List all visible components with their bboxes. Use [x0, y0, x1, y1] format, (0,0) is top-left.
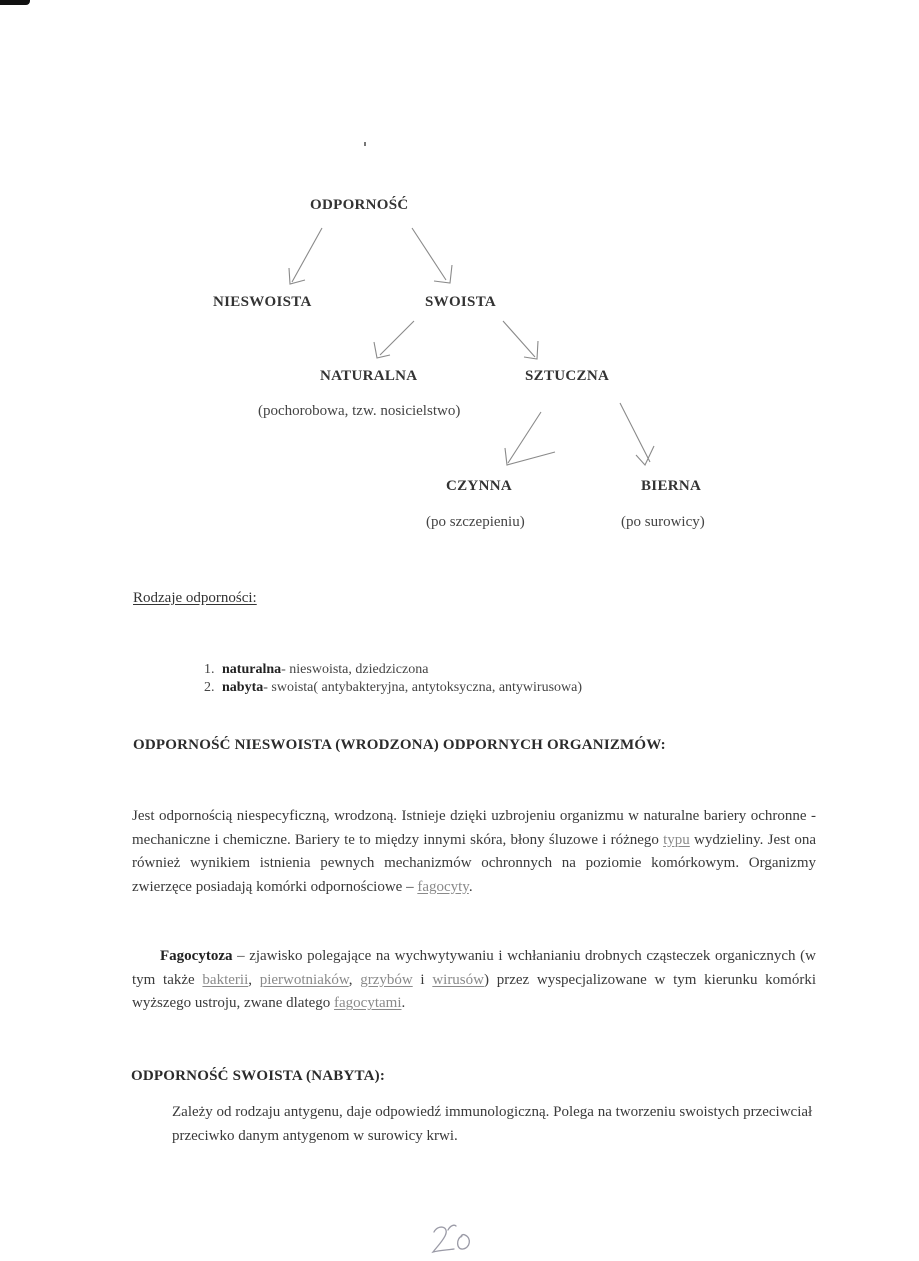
arrow-specific-to-artificial: [503, 321, 538, 359]
list-item-term: nabyta: [222, 680, 264, 695]
link-pierwotniakow[interactable]: pierwotniaków: [259, 971, 349, 988]
node-immunity: ODPORNOŚĆ: [310, 197, 409, 213]
nonspecific-heading: ODPORNOŚĆ NIESWOISTA (WRODZONA) ODPORNYCH ORGANIZMÓW:: [133, 737, 666, 753]
node-nonspecific: NIESWOISTA: [213, 294, 312, 310]
scan-corner-mark: [0, 0, 30, 5]
note-active: (po szczepieniu): [426, 514, 525, 530]
types-heading: Rodzaje odporności:: [133, 590, 257, 606]
node-natural: NATURALNA: [320, 368, 418, 384]
node-artificial: SZTUCZNA: [525, 368, 610, 384]
scan-speck: [364, 142, 366, 146]
list-item-term: naturalna: [222, 662, 282, 677]
phagocytosis-paragraph: Fagocytoza – zjawisko polegające na wychwytywaniu i wchłanianiu drobnych cząsteczek organicznych (w tym także bakterii, pierwotniaków, grzybów i wirusów) przez wyspecjalizowane w tym kierunku komórki wyższego ustroju, zwane dlatego fagocytami.: [132, 948, 817, 1012]
list-item-desc: - swoista( antybakteryjna, antytoksyczna, antywirusowa): [263, 680, 583, 695]
link-grzybow[interactable]: grzybów: [360, 971, 413, 988]
arrow-specific-to-natural: [374, 321, 414, 358]
arrow-root-to-specific: [412, 228, 452, 283]
list-item: 2. nabyta- swoista( antybakteryjna, antytoksyczna, antywirusowa): [204, 680, 583, 695]
note-passive: (po surowicy): [621, 514, 705, 530]
specific-heading: ODPORNOŚĆ SWOISTA (NABYTA):: [131, 1068, 386, 1084]
link-fagocyty[interactable]: fagocyty: [417, 878, 469, 895]
node-passive: BIERNA: [641, 478, 702, 494]
note-natural: (pochorobowa, tzw. nosicielstwo): [258, 403, 461, 419]
list-item: 1. naturalna- nieswoista, dziedziczona: [204, 662, 429, 677]
diagram-arrows: [0, 0, 919, 560]
arrow-artificial-to-passive: [620, 403, 654, 465]
handwritten-page-number: [428, 1218, 478, 1258]
link-typu[interactable]: typu: [663, 831, 690, 848]
node-specific: SWOISTA: [425, 294, 497, 310]
list-item-desc: - nieswoista, dziedziczona: [281, 662, 429, 677]
node-active: CZYNNA: [446, 478, 512, 494]
specific-paragraph: Zależy od rodzaju antygenu, daje odpowiedź immunologiczną. Polega na tworzeniu swoistych przeciwciał przeciwko danym antygenom w surowicy krwi.: [172, 1104, 813, 1144]
types-list: [204, 661, 582, 697]
nonspecific-paragraph: Jest odpornością niespecyficzną, wrodzoną. Istnieje dzięki uzbrojeniu organizmu w naturalne bariery ochronne - mechaniczne i chemiczne. Bariery te to między innymi skóra, błony śluzowe i różnego typu wydzieliny. Jest ona również wynikiem istnienia pewnych mechanizmów ochronnych na poziomie komórkowym. Organizmy zwierzęce posiadają komórki odpornościowe – fagocyty.: [132, 808, 816, 895]
phagocytosis-term: Fagocytoza: [160, 948, 233, 964]
link-fagocytami[interactable]: fagocytami: [334, 995, 402, 1012]
link-bakterii[interactable]: bakterii: [202, 971, 249, 988]
arrow-root-to-nonspecific: [289, 228, 322, 284]
link-wirusow[interactable]: wirusów: [432, 971, 484, 988]
arrow-artificial-to-active: [505, 412, 555, 465]
